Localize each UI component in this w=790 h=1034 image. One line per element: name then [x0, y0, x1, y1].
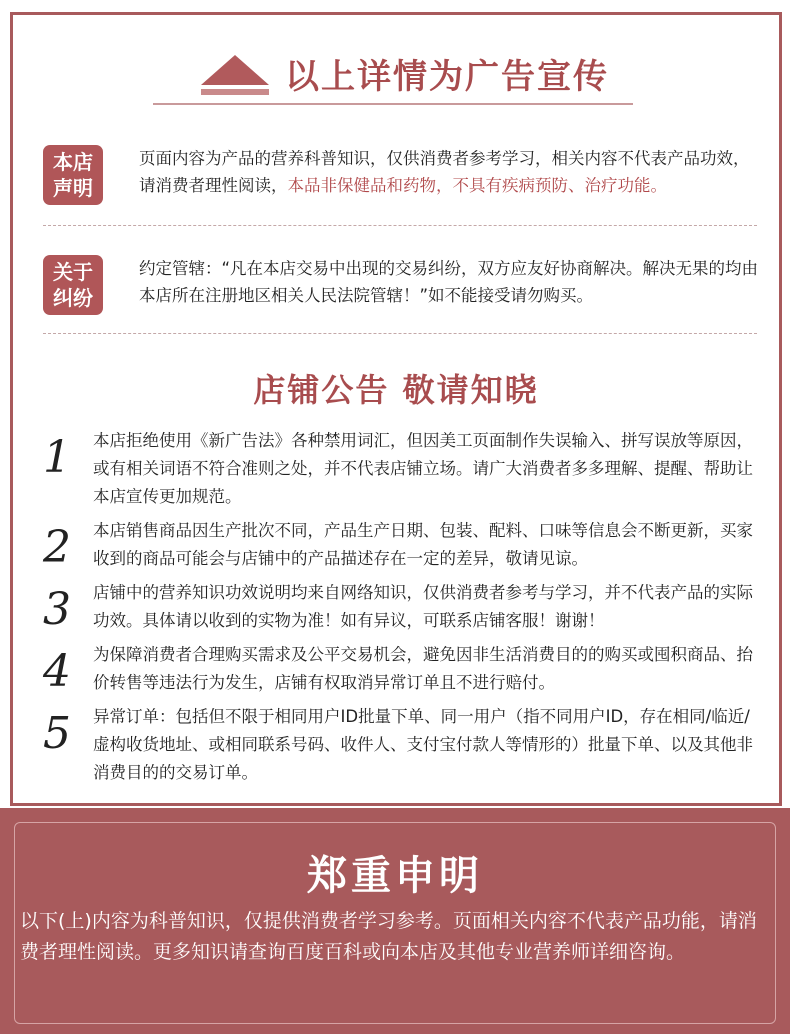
- dashed-divider: [43, 333, 757, 334]
- header-title: 以上详情为广告宣传: [285, 57, 609, 97]
- notice-frame: [10, 12, 782, 806]
- dashed-divider: [43, 225, 757, 226]
- item-text: 本店拒绝使用《新广告法》各种禁用词汇，但因美工页面制作失误输入、拼写误放等原因，或有相关词语不符合准则之处，并不代表店铺立场。请广大消费者多多理解、提醒、帮助让本店宣传更加规范。: [93, 431, 753, 506]
- item-text: 本店销售商品因生产批次不同，产品生产日期、包装、配料、口味等信息会不断更新，买家收到的商品可能会与店铺中的产品描述存在一定的差异，敬请见谅。: [93, 521, 753, 568]
- statement-text: 以下(上)内容为科普知识，仅提供消费者学习参考。页面相关内容不代表产品功能，请消费者理性阅读。更多知识请查询百度百科或向本店及其他专业营养师详细咨询。: [20, 910, 757, 963]
- notice-text: 约定管辖：“凡在本店交易中出现的交易纠纷，双方应友好协商解决。解决无果的均由本店所在注册地区相关人民法院管辖！”如不能接受请勿购买。: [139, 259, 759, 305]
- announcement-title: 店铺公告 敬请知晓: [253, 371, 539, 409]
- item-number: 3: [43, 584, 71, 635]
- triangle-base-icon: [201, 89, 269, 95]
- triangle-icon: [201, 55, 269, 85]
- header: [13, 45, 779, 105]
- notice-highlight: 本品非保健品和药物，不具有疾病预防、治疗功能。: [287, 176, 667, 195]
- notice-text: 页面内容为产品的营养科普知识，仅供消费者参考学习，相关内容不代表产品功效，请消费者理性阅读，本品非保健品和药物，不具有疾病预防、治疗功能。: [139, 149, 750, 195]
- statement-panel: [0, 808, 790, 1034]
- statement-title: 郑重申明: [307, 853, 483, 899]
- item-text: 店铺中的营养知识功效说明均来自网络知识，仅供消费者参考与学习，并不代表产品的实际功效。具体请以收到的实物为准！如有异议，可联系店铺客服！谢谢！: [93, 583, 753, 630]
- item-text: 异常订单：包括但不限于相同用户ID批量下单、同一用户（指不同用户ID，存在相同/临近/虚构收货地址、或相同联系号码、收件人、支付宝付款人等情形的）批量下单、以及其他非消费目的的交易订单。: [93, 707, 753, 782]
- item-number: 5: [43, 708, 71, 759]
- badge-dispute: 关于 纠纷: [43, 255, 103, 315]
- divider: [153, 103, 633, 105]
- badge-store-statement: 本店 声明: [43, 145, 103, 205]
- item-number: 2: [43, 522, 71, 573]
- item-text: 为保障消费者合理购买需求及公平交易机会，避免因非生活消费目的的购买或囤积商品、抬价转售等违法行为发生，店铺有权取消异常订单且不进行赔付。: [93, 645, 753, 692]
- item-number: 1: [43, 432, 71, 483]
- item-number: 4: [43, 646, 71, 697]
